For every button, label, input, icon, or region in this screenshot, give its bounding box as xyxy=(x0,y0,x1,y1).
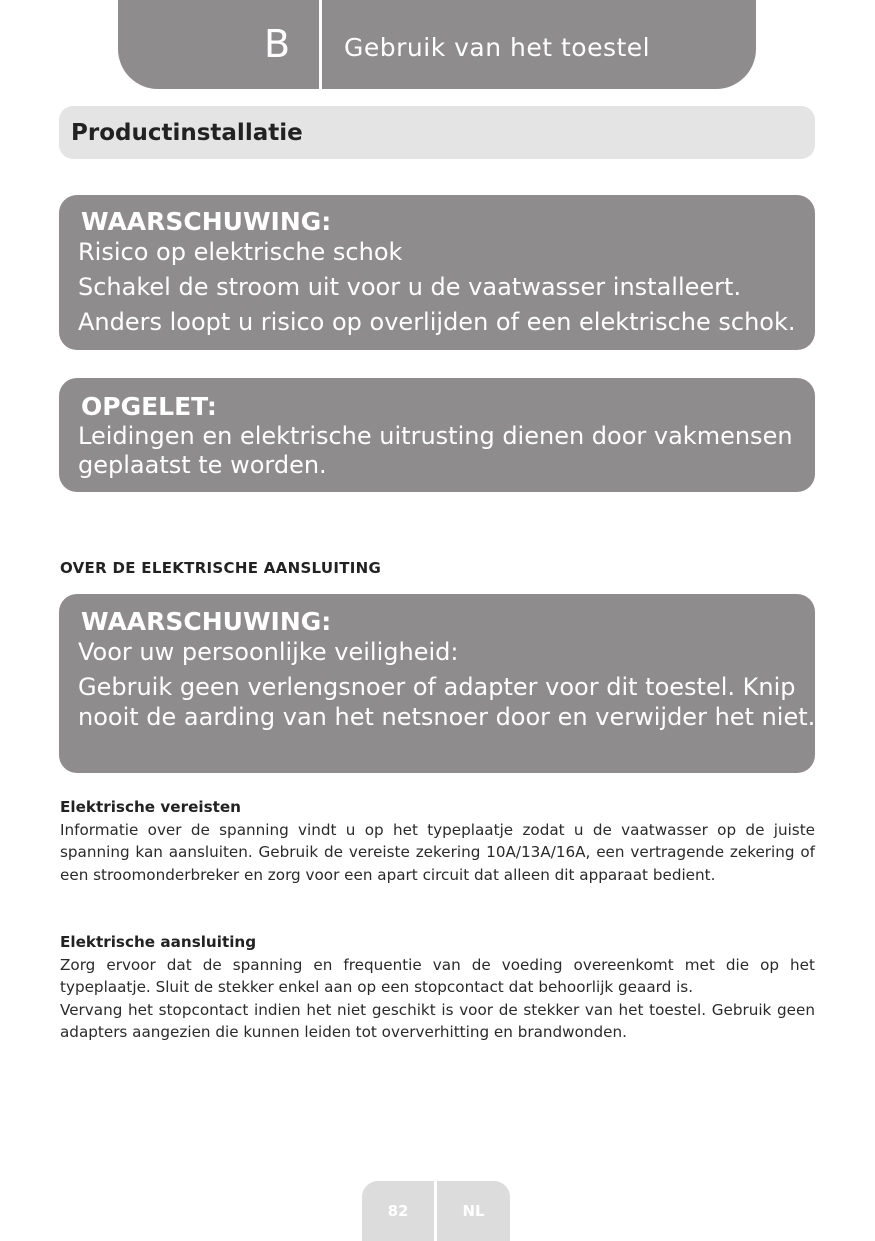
notice-line: Gebruik geen verlengsnoer of adapter voor dit toestel. Knip xyxy=(78,673,796,701)
warning-box-electric-shock xyxy=(59,195,815,350)
section-bar xyxy=(59,106,815,159)
notice-line: Anders loopt u risico op overlijden of een elektrische schok. xyxy=(78,308,796,336)
caution-label: OPGELET: xyxy=(81,392,217,421)
notice-line: Risico op elektrische schok xyxy=(78,238,403,266)
chapter-title: Gebruik van het toestel xyxy=(344,33,651,62)
notice-line: geplaatst te worden. xyxy=(78,451,327,479)
paragraph-text: Informatie over de spanning vindt u op het typeplaatje zodat u de vaatwasser op de juiste spanning kan aansluiten. Gebruik de vereiste zekering 10A/13A/16A, een vertragende zekering of een stroomonderbreker en zorg voor een apart circuit dat alleen dit apparaat bedient. xyxy=(60,820,815,884)
warning-label: WAARSCHUWING: xyxy=(81,607,332,636)
paragraph-text: Zorg ervoor dat de spanning en frequentie van de voeding overeenkomt met die op het typeplaatje. Sluit de stekker enkel aan op een stopcontact dat behoorlijk geaard is. xyxy=(60,955,815,996)
section-letter: B xyxy=(264,22,291,66)
warning-box-personal-safety xyxy=(59,594,815,773)
paragraph-text: Vervang het stopcontact indien het niet geschikt is voor de stekker van het toestel. Gebruik geen adapters aangezien die kunnen leiden tot oververhitting en brandwonden. xyxy=(60,1000,815,1041)
paragraph-electrical-connection xyxy=(60,931,815,1044)
paragraph-heading: Elektrische vereisten xyxy=(60,798,241,816)
chapter-header xyxy=(118,0,756,89)
notice-line: Schakel de stroom uit voor u de vaatwasser installeert. xyxy=(78,273,742,301)
section-title: Productinstallatie xyxy=(71,120,303,146)
notice-line: nooit de aarding van het netsnoer door en verwijder het niet. xyxy=(78,703,816,731)
paragraph-electrical-requirements xyxy=(60,796,815,886)
paragraph-heading: Elektrische aansluiting xyxy=(60,933,257,951)
subsection-heading: OVER DE ELEKTRISCHE AANSLUITING xyxy=(60,559,382,577)
notice-line: Voor uw persoonlijke veiligheid: xyxy=(78,638,459,666)
caution-box xyxy=(59,378,815,492)
page-number: 82 xyxy=(362,1181,434,1241)
warning-label: WAARSCHUWING: xyxy=(81,207,332,236)
notice-line: Leidingen en elektrische uitrusting dienen door vakmensen xyxy=(78,422,793,450)
language-tab: NL xyxy=(437,1181,510,1241)
header-divider xyxy=(319,0,322,89)
